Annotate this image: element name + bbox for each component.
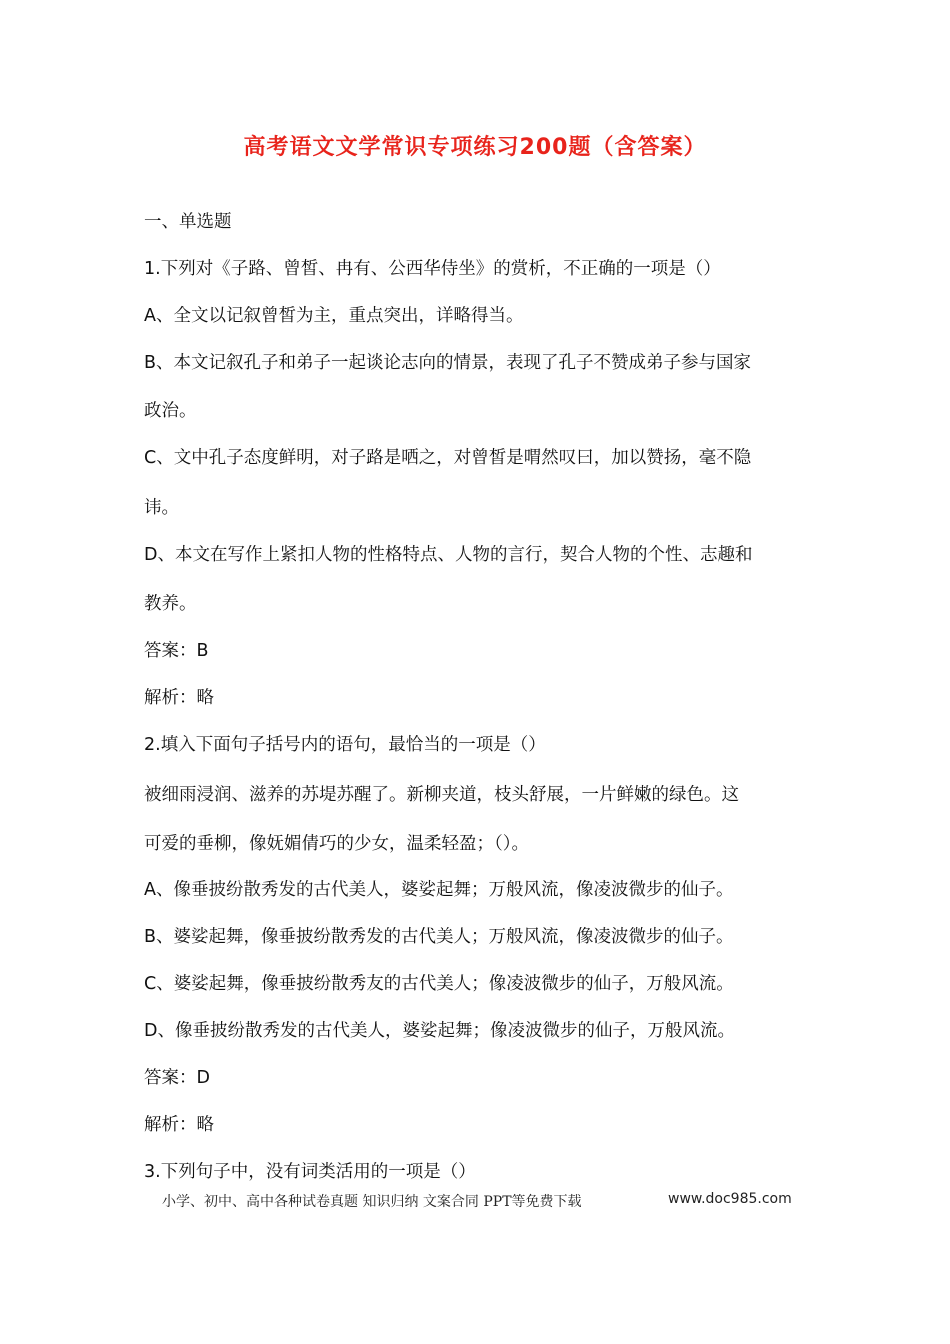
question-1-option-a: A、全文以记叙曾皙为主，重点突出，详略得当。	[144, 306, 524, 326]
question-1-analysis: 解析：略	[144, 688, 214, 708]
section-heading: 一、单选题	[144, 212, 232, 232]
document-title: 高考语文文学常识专项练习200题（含答案）	[243, 135, 707, 160]
footer-promo-text: 小学、初中、高中各种试卷真题 知识归纳 文案合同 PPT等免费下载	[162, 1194, 582, 1210]
question-1-option-b-cont: 政治。	[144, 401, 197, 421]
question-1-option-d: D、本文在写作上紧扣人物的性格特点、人物的言行，契合人物的个性、志趣和	[144, 545, 753, 565]
question-3-stem: 3.下列句子中，没有词类活用的一项是（）	[144, 1162, 476, 1182]
question-1-option-b: B、本文记叙孔子和弟子一起谈论志向的情景，表现了孔子不赞成弟子参与国家	[144, 353, 752, 373]
question-2-stem: 2.填入下面句子括号内的语句，最恰当的一项是（）	[144, 735, 546, 755]
question-1-answer: 答案：B	[144, 641, 209, 661]
question-1-option-c-cont: 讳。	[144, 498, 179, 518]
question-2-answer: 答案：D	[144, 1068, 210, 1088]
question-2-option-d: D、像垂披纷散秀发的古代美人，婆娑起舞；像凌波微步的仙子，万般风流。	[144, 1021, 735, 1041]
question-2-option-b: B、婆娑起舞，像垂披纷散秀发的古代美人；万般风流，像凌波微步的仙子。	[144, 927, 734, 947]
question-1-option-c: C、文中孔子态度鲜明，对子路是哂之，对曾皙是喟然叹曰，加以赞扬，毫不隐	[144, 448, 752, 468]
question-1-stem: 1.下列对《子路、曾皙、冉有、公西华侍坐》的赏析，不正确的一项是（）	[144, 259, 721, 279]
question-2-passage-line-2: 可爱的垂柳，像妩媚倩巧的少女，温柔轻盈；（）。	[144, 834, 529, 854]
question-1-option-d-cont: 教养。	[144, 594, 197, 614]
question-2-option-a: A、像垂披纷散秀发的古代美人，婆娑起舞；万般风流，像凌波微步的仙子。	[144, 880, 734, 900]
question-2-passage-line-1: 被细雨浸润、滋养的苏堤苏醒了。新柳夹道，枝头舒展，一片鲜嫩的绿色。这	[144, 785, 739, 805]
footer-website-link[interactable]: www.doc985.com	[668, 1191, 792, 1207]
question-2-analysis: 解析：略	[144, 1115, 214, 1135]
question-2-option-c: C、婆娑起舞，像垂披纷散秀友的古代美人；像凌波微步的仙子，万般风流。	[144, 974, 734, 994]
